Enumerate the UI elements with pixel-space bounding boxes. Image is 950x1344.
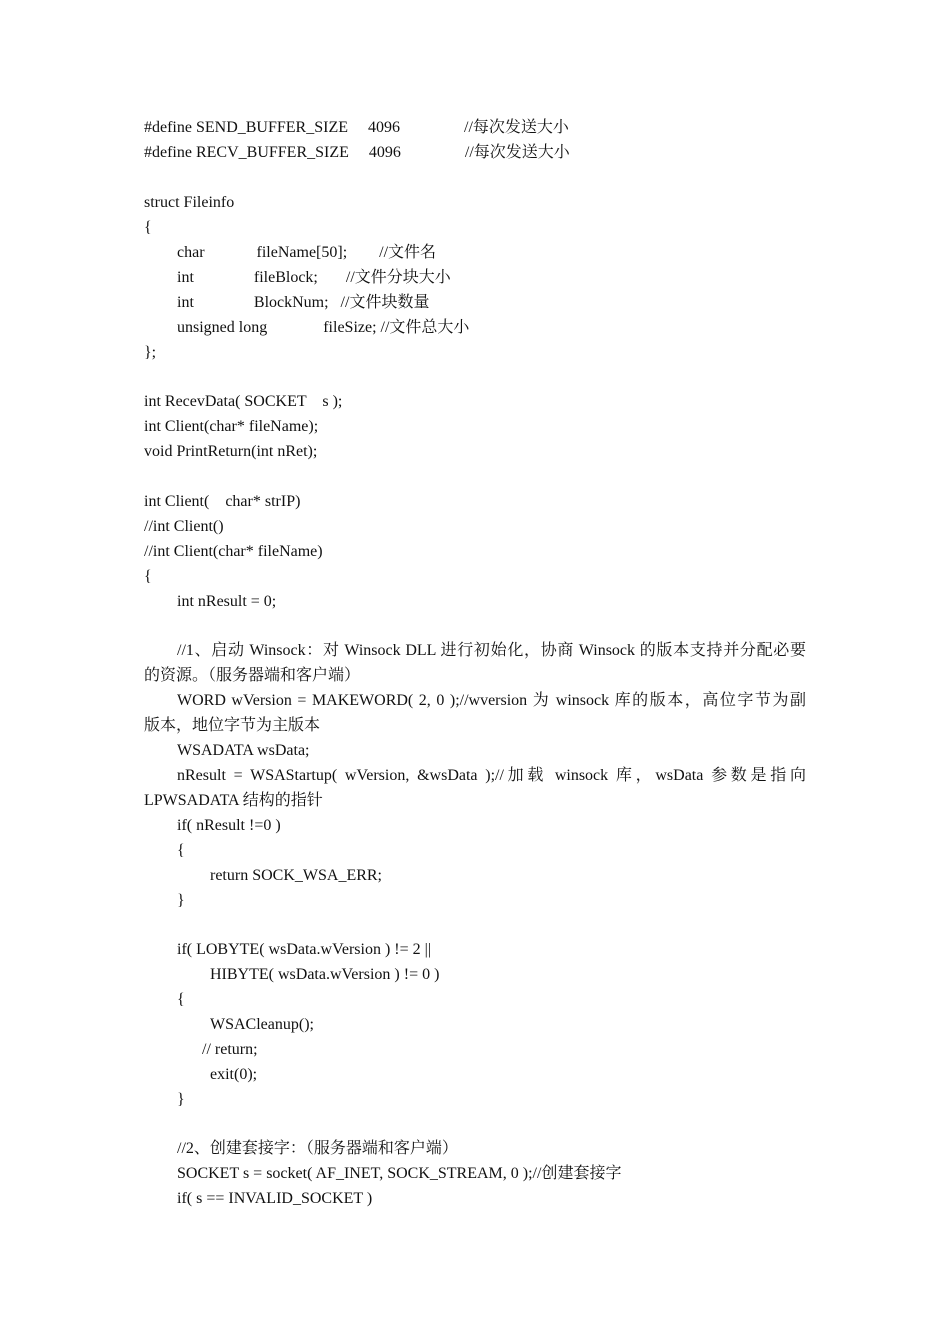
code-line-hibyte: HIBYTE( wsData.wVersion ) != 0 ): [210, 966, 440, 983]
code-line-exit: exit(0);: [210, 1066, 258, 1083]
code-line-wversion-cont: 版本，地位字节为主版本: [144, 717, 321, 734]
code-line-decl-recevdata: int RecevData( SOCKET s );: [144, 393, 343, 410]
code-line-wversion: WORD wVersion = MAKEWORD( 2, 0 );//wversion 为 winsock 库的版本，高位字节为副: [177, 692, 806, 709]
code-line-if-invalid: if( s == INVALID_SOCKET ): [177, 1190, 373, 1207]
code-line-struct: struct Fileinfo: [144, 194, 235, 211]
code-line-define-recv: #define RECV_BUFFER_SIZE 4096 //每次发送大小: [144, 144, 570, 161]
code-line-comment-return: // return;: [202, 1041, 258, 1058]
code-line-if-nresult: if( nResult !=0 ): [177, 817, 281, 834]
code-line-struct-open: {: [144, 219, 152, 236]
code-line-if-lobyte: if( LOBYTE( wsData.wVersion ) != 2 ||: [177, 941, 432, 958]
code-line-step1-comment: //1、启动 Winsock：对 Winsock DLL 进行初始化，协商 Winsock 的版本支持并分配必要: [177, 642, 806, 659]
code-line-if2-close: }: [177, 1091, 185, 1108]
code-line-struct-close: };: [144, 344, 157, 361]
code-line-wsacleanup: WSACleanup();: [210, 1016, 314, 1033]
code-line-comment-client: //int Client(): [144, 518, 224, 535]
code-line-if-open: {: [177, 842, 185, 859]
code-line-wsastartup-cont: LPWSADATA 结构的指针: [144, 792, 323, 809]
code-line-if2-open: {: [177, 991, 185, 1008]
code-line-wsadata: WSADATA wsData;: [177, 742, 310, 759]
code-line-client-def: int Client( char* strIP): [144, 493, 301, 510]
code-line-if-close: }: [177, 892, 185, 909]
code-line-decl-client: int Client(char* fileName);: [144, 418, 319, 435]
code-line-field-blocknum: int BlockNum; //文件块数量: [177, 294, 430, 311]
code-line-step2-comment: //2、创建套接字：（服务器端和客户端）: [177, 1140, 458, 1157]
code-line-field-filename: char fileName[50]; //文件名: [177, 244, 437, 261]
code-line-return-err: return SOCK_WSA_ERR;: [210, 867, 382, 884]
code-line-field-filesize: unsigned long fileSize; //文件总大小: [177, 319, 470, 336]
code-line-define-send: #define SEND_BUFFER_SIZE 4096 //每次发送大小: [144, 119, 569, 136]
code-line-func-open: {: [144, 568, 152, 585]
code-line-socket: SOCKET s = socket( AF_INET, SOCK_STREAM, 0 );//创建套接字: [177, 1165, 622, 1182]
code-line-wsastartup: nResult = WSAStartup( wVersion, &wsData );//加载 winsock 库，wsData 参数是指向: [177, 767, 806, 784]
code-line-nresult: int nResult = 0;: [177, 593, 277, 610]
code-line-decl-printreturn: void PrintReturn(int nRet);: [144, 443, 318, 460]
code-line-comment-client-filename: //int Client(char* fileName): [144, 543, 323, 560]
code-line-field-fileblock: int fileBlock; //文件分块大小: [177, 269, 451, 286]
code-line-step1-comment-cont: 的资源。（服务器端和客户端）: [144, 667, 361, 684]
